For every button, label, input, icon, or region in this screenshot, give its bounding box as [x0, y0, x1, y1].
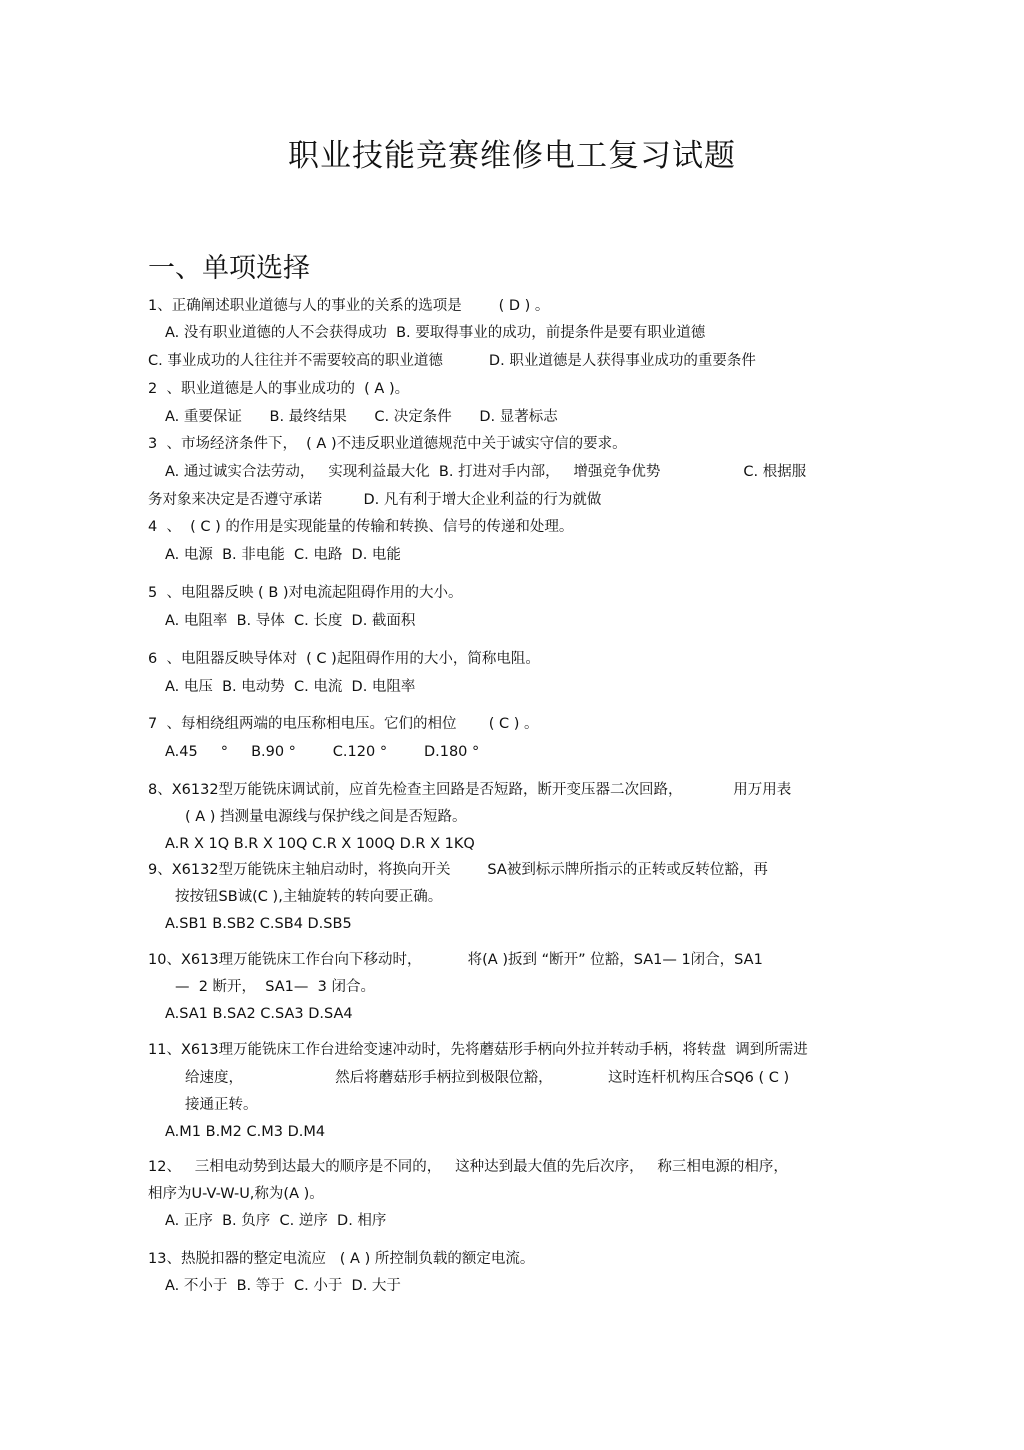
question-line: ( A ) 挡测量电源线与保护线之间是否短路。	[185, 809, 467, 825]
question-line: 接通正转。	[185, 1097, 258, 1113]
option-line: A. 电阻率 B. 导体 C. 长度 D. 截面积	[165, 613, 416, 629]
question-line: 11、X613理万能铣床工作台进给变速冲动时，先将蘑菇形手柄向外拉并转动手柄，将转盘 调到所需进	[148, 1042, 808, 1058]
question-line: 按按钮SB诚(C ),主轴旋转的转向要正确。	[175, 889, 443, 905]
question-line: 12、 三相电动势到达最大的顺序是不同的， 这种达到最大值的先后次序， 称三相电源的相序，	[148, 1159, 788, 1175]
question-line: 1、正确阐述职业道德与人的事业的关系的选项是 ( D ) 。	[148, 298, 550, 314]
question-line: 13、热脱扣器的整定电流应 ( A ) 所控制负载的额定电流。	[148, 1251, 535, 1267]
option-line: A.R X 1Q B.R X 10Q C.R X 100Q D.R X 1KQ	[165, 836, 475, 852]
question-line: 10、X613理万能铣床工作台向下移动时， 将(A )扳到 “断开” 位豁，SA1— 1闭合，SA1	[148, 952, 763, 968]
question-line: 2 、职业道德是人的事业成功的 ( A )。	[148, 381, 410, 397]
question-line: 给速度， 然后将蘑菇形手柄拉到极限位豁， 这时连杆机构压合SQ6 ( C )	[185, 1070, 790, 1086]
section-heading: 一、单项选择	[148, 253, 310, 284]
question-line: 9、X6132型万能铣床主轴启动时，将换向开关 SA被到标示牌所指示的正转或反转位豁，再	[148, 862, 768, 878]
option-line: A.SA1 B.SA2 C.SA3 D.SA4	[165, 1006, 353, 1022]
option-line: A. 重要保证 B. 最终结果 C. 决定条件 D. 显著标志	[165, 409, 558, 425]
option-line: A. 电压 B. 电动势 C. 电流 D. 电阻率	[165, 679, 416, 695]
option-line: A.45 ° B.90 ° C.120 ° D.180 °	[165, 744, 480, 760]
question-line: 7 、每相绕组两端的电压称相电压。它们的相位 ( C ) 。	[148, 716, 539, 732]
option-line: A. 不小于 B. 等于 C. 小于 D. 大于	[165, 1278, 401, 1294]
option-line: A. 正序 B. 负序 C. 逆序 D. 相序	[165, 1213, 387, 1229]
question-line: 3 、市场经济条件下， ( A )不违反职业道德规范中关于诚实守信的要求。	[148, 436, 627, 452]
question-line: 4 、 ( C ) 的作用是实现能量的传输和转换、信号的传递和处理。	[148, 519, 574, 535]
option-line: A.SB1 B.SB2 C.SB4 D.SB5	[165, 916, 352, 932]
option-line: A. 没有职业道德的人不会获得成功 B. 要取得事业的成功，前提条件是要有职业道德	[165, 325, 706, 341]
option-line: 务对象来决定是否遵守承诺 D. 凡有利于增大企业利益的行为就做	[148, 492, 602, 508]
question-line: 6 、电阻器反映导体对 ( C )起阻碍作用的大小，简称电阻。	[148, 651, 540, 667]
page-title: 职业技能竞赛维修电工复习试题	[288, 138, 736, 174]
question-line: 相序为U-V-W-U,称为(A )。	[148, 1186, 324, 1202]
question-line: 8、X6132型万能铣床调试前，应首先检查主回路是否短路，断开变压器二次回路， 用万用表	[148, 782, 792, 798]
option-line: A.M1 B.M2 C.M3 D.M4	[165, 1124, 326, 1140]
option-line: A. 电源 B. 非电能 C. 电路 D. 电能	[165, 547, 401, 563]
option-line: C. 事业成功的人往往并不需要较高的职业道德 D. 职业道德是人获得事业成功的重要条件	[148, 353, 756, 369]
option-line: A. 通过诚实合法劳动， 实现利益最大化 B. 打进对手内部， 增强竞争优势 C. 根据服	[165, 464, 807, 480]
question-line: 5 、电阻器反映 ( B )对电流起阻碍作用的大小。	[148, 585, 463, 601]
question-line: — 2 断开， SA1— 3 闭合。	[175, 979, 375, 995]
